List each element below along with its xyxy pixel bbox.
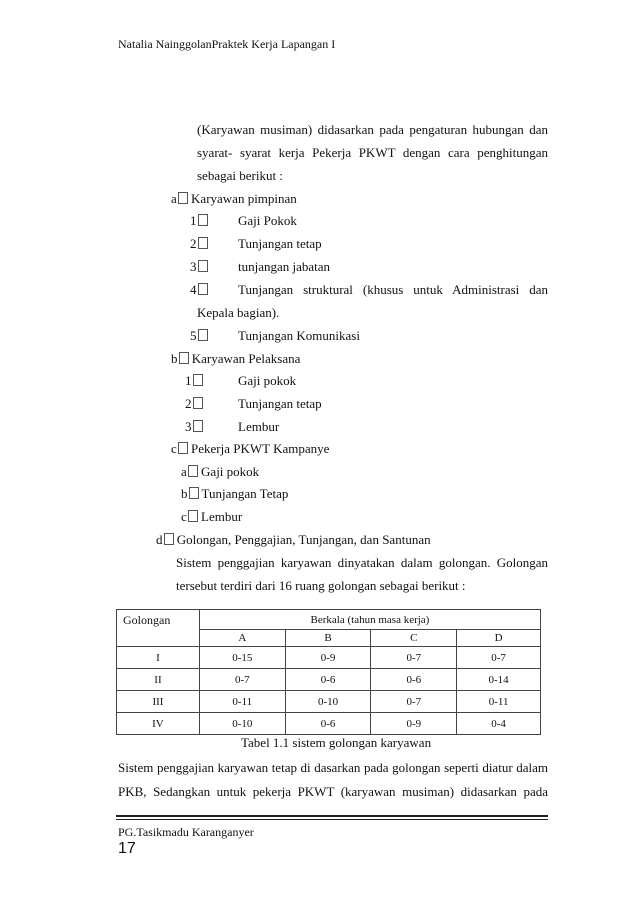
list-item-text: Tunjangan struktural (khusus untuk Administrasi dan: [238, 282, 548, 297]
table-cell: 0-11: [199, 691, 285, 713]
list-item-text: Tunjangan Komunikasi: [238, 328, 360, 343]
missing-glyph-icon: [189, 487, 199, 499]
item-number: 3: [185, 419, 192, 434]
section-d-paragraph-line-1: Sistem penggajian karyawan dinyatakan dalam golongan. Golongan: [176, 555, 548, 570]
intro-line-1: (Karyawan musiman) didasarkan pada pengaturan hubungan dan: [197, 122, 548, 137]
table-cell: 0-10: [285, 691, 371, 713]
table-cell: 0-7: [457, 647, 541, 669]
list-item: [185, 396, 203, 412]
list-item-text: Gaji Pokok: [238, 213, 297, 228]
table-cell-gol: II: [117, 669, 200, 691]
list-item: [185, 419, 203, 435]
item-number: 2: [185, 396, 192, 411]
table-cell: 0-14: [457, 669, 541, 691]
item-number: 5: [190, 328, 197, 343]
missing-glyph-icon: [193, 374, 203, 386]
list-item-text: Lembur: [238, 419, 280, 434]
golongan-table: [116, 609, 541, 735]
missing-glyph-icon: [198, 283, 208, 295]
closing-line-2: PKB, Sedangkan untuk pekerja PKWT (karyawan musiman) didasarkan pada: [118, 784, 548, 799]
table-row: [117, 647, 541, 669]
list-label: Karyawan Pelaksana: [191, 351, 301, 366]
list-heading-c: [171, 441, 329, 457]
footer-rule-thin: [116, 819, 548, 820]
section-d-paragraph-line-2: tersebut terdiri dari 16 ruang golongan sebagai berikut :: [176, 578, 466, 593]
table-cell: 0-15: [199, 647, 285, 669]
list-item-text: Tunjangan tetap: [238, 396, 322, 411]
footer-text: PG.Tasikmadu Karanganyer: [118, 825, 254, 839]
item-number: c: [181, 509, 187, 524]
table-cell: 0-9: [285, 647, 371, 669]
item-number: 1: [185, 373, 192, 388]
table-subheader: C: [371, 630, 457, 647]
table-cell: 0-6: [285, 713, 371, 735]
footer-rule-thick: [116, 815, 548, 817]
table-header-golongan: Golongan: [117, 610, 200, 647]
list-heading-b: [171, 351, 300, 367]
page-number: 17: [118, 840, 136, 857]
list-item: [190, 259, 208, 275]
closing-line-1: Sistem penggajian karyawan tetap di dasarkan pada golongan seperti diatur dalam: [118, 760, 548, 775]
item-number: 1: [190, 213, 197, 228]
table-caption: Tabel 1.1 sistem golongan karyawan: [241, 735, 432, 750]
table-cell: 0-6: [371, 669, 457, 691]
list-item: [181, 486, 288, 502]
list-item: [190, 328, 208, 344]
list-item: [185, 373, 203, 389]
missing-glyph-icon: [198, 237, 208, 249]
missing-glyph-icon: [178, 442, 188, 454]
item-number: b: [181, 486, 188, 501]
item-number: a: [181, 464, 187, 479]
list-item-text: Tunjangan Tetap: [201, 486, 289, 501]
running-header: Natalia NainggolanPraktek Kerja Lapangan I: [118, 37, 336, 51]
list-item-text: tunjangan jabatan: [238, 259, 331, 274]
table-cell: 0-7: [371, 647, 457, 669]
list-item: [190, 236, 208, 252]
missing-glyph-icon: [188, 465, 198, 477]
missing-glyph-icon: [198, 260, 208, 272]
missing-glyph-icon: [178, 192, 188, 204]
missing-glyph-icon: [188, 510, 198, 522]
table-cell: 0-11: [457, 691, 541, 713]
table-cell: 0-9: [371, 713, 457, 735]
list-item: [181, 464, 259, 480]
list-marker: c: [171, 441, 177, 456]
table-cell-gol: III: [117, 691, 200, 713]
table-cell: 0-10: [199, 713, 285, 735]
list-item-continuation: Kepala bagian).: [197, 305, 280, 320]
list-marker: d: [156, 532, 163, 547]
item-number: 4: [190, 282, 197, 297]
list-label: Pekerja PKWT Kampanye: [191, 441, 330, 456]
missing-glyph-icon: [193, 420, 203, 432]
item-number: 3: [190, 259, 197, 274]
table-subheader: A: [199, 630, 285, 647]
table-subheader: B: [285, 630, 371, 647]
list-label: Karyawan pimpinan: [191, 191, 297, 206]
table-row: [117, 691, 541, 713]
list-item: [190, 282, 208, 298]
list-item-text: Tunjangan tetap: [238, 236, 322, 251]
table-cell-gol: I: [117, 647, 200, 669]
list-heading-a: [171, 191, 297, 207]
list-item-text: Lembur: [201, 509, 243, 524]
table-cell-gol: IV: [117, 713, 200, 735]
list-label: Golongan, Penggajian, Tunjangan, dan Santunan: [176, 532, 431, 547]
intro-line-3: sebagai berikut :: [197, 168, 283, 183]
list-item-text: Gaji pokok: [238, 373, 297, 388]
table-cell: 0-7: [199, 669, 285, 691]
table-row: [117, 713, 541, 735]
table-subheader: D: [457, 630, 541, 647]
table-cell: 0-6: [285, 669, 371, 691]
item-number: 2: [190, 236, 197, 251]
table-cell: 0-7: [371, 691, 457, 713]
table-row: [117, 669, 541, 691]
missing-glyph-icon: [179, 352, 189, 364]
list-marker: b: [171, 351, 178, 366]
list-item-text: Gaji pokok: [201, 464, 260, 479]
list-item: [181, 509, 242, 525]
missing-glyph-icon: [198, 214, 208, 226]
missing-glyph-icon: [164, 533, 174, 545]
table-cell: 0-4: [457, 713, 541, 735]
missing-glyph-icon: [193, 397, 203, 409]
list-marker: a: [171, 191, 177, 206]
intro-line-2: syarat- syarat kerja Pekerja PKWT dengan cara penghitungan: [197, 145, 548, 160]
list-item: [190, 213, 208, 229]
table-header-berkala: Berkala (tahun masa kerja): [199, 610, 540, 630]
missing-glyph-icon: [198, 329, 208, 341]
list-heading-d: [156, 532, 431, 548]
